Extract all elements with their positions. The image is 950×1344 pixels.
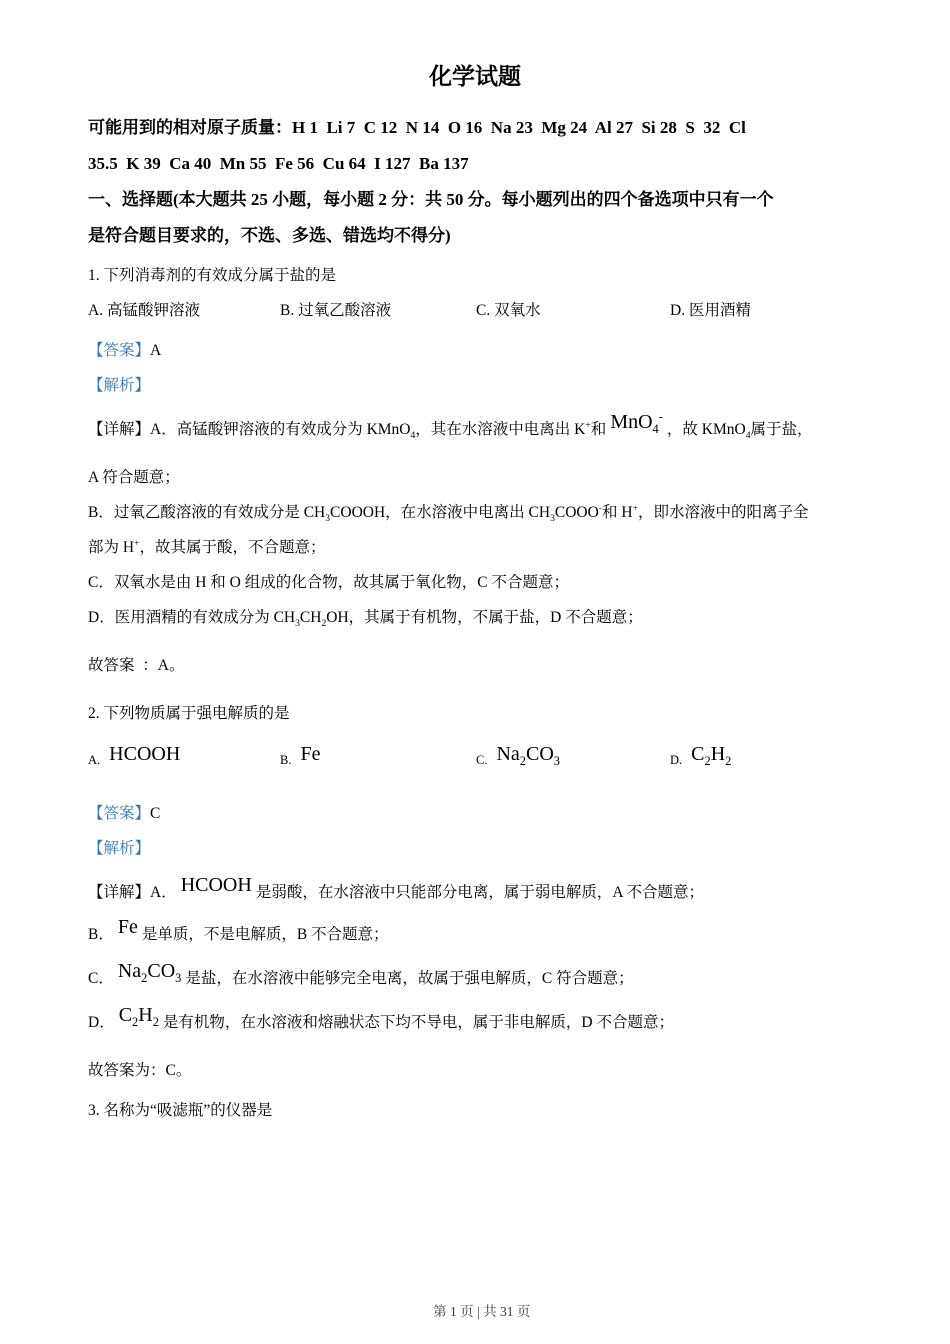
q1-conclusion: 故答案 ：A。 <box>88 657 185 674</box>
q2-analysis: 【解析】 <box>88 840 151 857</box>
q2-answer: 【答案】C <box>88 805 161 822</box>
q1-options-c: C. 双氧水 <box>476 302 541 319</box>
q1-options-a: A. 高锰酸钾溶液 <box>88 302 200 319</box>
q2-options-c <box>476 741 670 777</box>
atomic-mass-line-1: 可能用到的相对原子质量：H 1 Li 7 C 12 N 14 O 16 Na 23 Mg 24 Al 27 Si 28 S 32 Cl <box>88 118 746 137</box>
q2-detail-a: 【详解】A． HCOOH 是弱酸，在水溶液中只能部分电离，属于弱电解质，A 不合题意； <box>88 874 705 901</box>
q2-conclusion: 故答案为：C。 <box>88 1062 192 1079</box>
q2-options-c-letter: C. <box>476 753 488 767</box>
q2-options-d-formula: $C_2H_2$ <box>691 743 732 768</box>
page-number-text: 第 1 页 | 共 31 页 <box>433 1304 531 1319</box>
q1-options-b: B. 过氧乙酸溶液 <box>280 302 392 319</box>
q2-options-b-formula: Fe <box>300 743 321 765</box>
q2-options-c-formula: $Na_2CO_3$ <box>496 743 560 768</box>
q1-stem: 1. 下列消毒剂的有效成分属于盐的是 <box>88 267 337 284</box>
q1-analysis: 【解析】 <box>88 377 151 394</box>
q2-detail-c: C． $Na_2CO_3$ 是盐，在水溶液中能够完全电离，故属于强电解质，C 符合题意； <box>88 960 634 987</box>
q2-options-b-letter: B. <box>280 753 292 767</box>
q2-options-d <box>670 741 731 777</box>
page-footer <box>0 1284 950 1336</box>
q2-options-d-letter: D. <box>670 753 683 767</box>
section-heading-line-1: 一、选择题(本大题共 25 小题，每小题 2 分：共 50 分。每小题列出的四个备选项中只有一个 <box>88 190 774 209</box>
q1-answer: 【答案】A <box>88 342 162 359</box>
q2-options-a-formula: HCOOH <box>109 743 181 765</box>
q1-detail-c: C．双氧水是由 H 和 O 组成的化合物，故其属于氧化物，C 不合题意； <box>88 574 569 591</box>
q1-options-d: D. 医用酒精 <box>670 302 751 319</box>
q2-options <box>88 741 862 777</box>
q1-options <box>88 300 862 322</box>
q2-stem: 2. 下列物质属于强电解质的是 <box>88 705 290 722</box>
atomic-mass-line-2: 35.5 K 39 Ca 40 Mn 55 Fe 56 Cu 64 I 127 Ba 137 <box>88 154 469 173</box>
section-heading-line-2: 是符合题目要求的，不选、多选、错选均不得分) <box>88 226 451 245</box>
q1-detail-d: D．医用酒精的有效成分为 $CH_3CH_2OH$，其属于有机物，不属于盐，D 不合题意； <box>88 609 643 630</box>
q2-options-a <box>88 741 280 777</box>
q3-stem: 3. 名称为“吸滤瓶”的仪器是 <box>88 1102 273 1119</box>
q1-detail-a: 【详解】A．高锰酸钾溶液的有效成分为 KMnO$_4$，其在水溶液中电离出 K+和 MnO$_4$-，故 KMnO$_4$属于盐， <box>88 409 813 442</box>
q1-detail-b2: 部为 H+，故其属于酸，不合题意； <box>88 537 326 556</box>
q2-options-a-letter: A. <box>88 753 101 767</box>
doc-title: 化学试题 <box>429 64 521 89</box>
q1-detail-b1: B．过氧乙酸溶液的有效成分是 $CH_3COOOH$，在水溶液中电离出 $CH_3COOO^-$和 H+，即水溶液中的阳离子全 <box>88 502 809 525</box>
q1-detail-a2: A 符合题意； <box>88 469 180 486</box>
q2-options-b <box>280 741 476 777</box>
q2-detail-d: D． $C_2H_2$ 是有机物，在水溶液和熔融状态下均不导电，属于非电解质，D 不合题意； <box>88 1004 674 1031</box>
q2-detail-b: B． Fe 是单质，不是电解质，B 不合题意； <box>88 916 389 943</box>
